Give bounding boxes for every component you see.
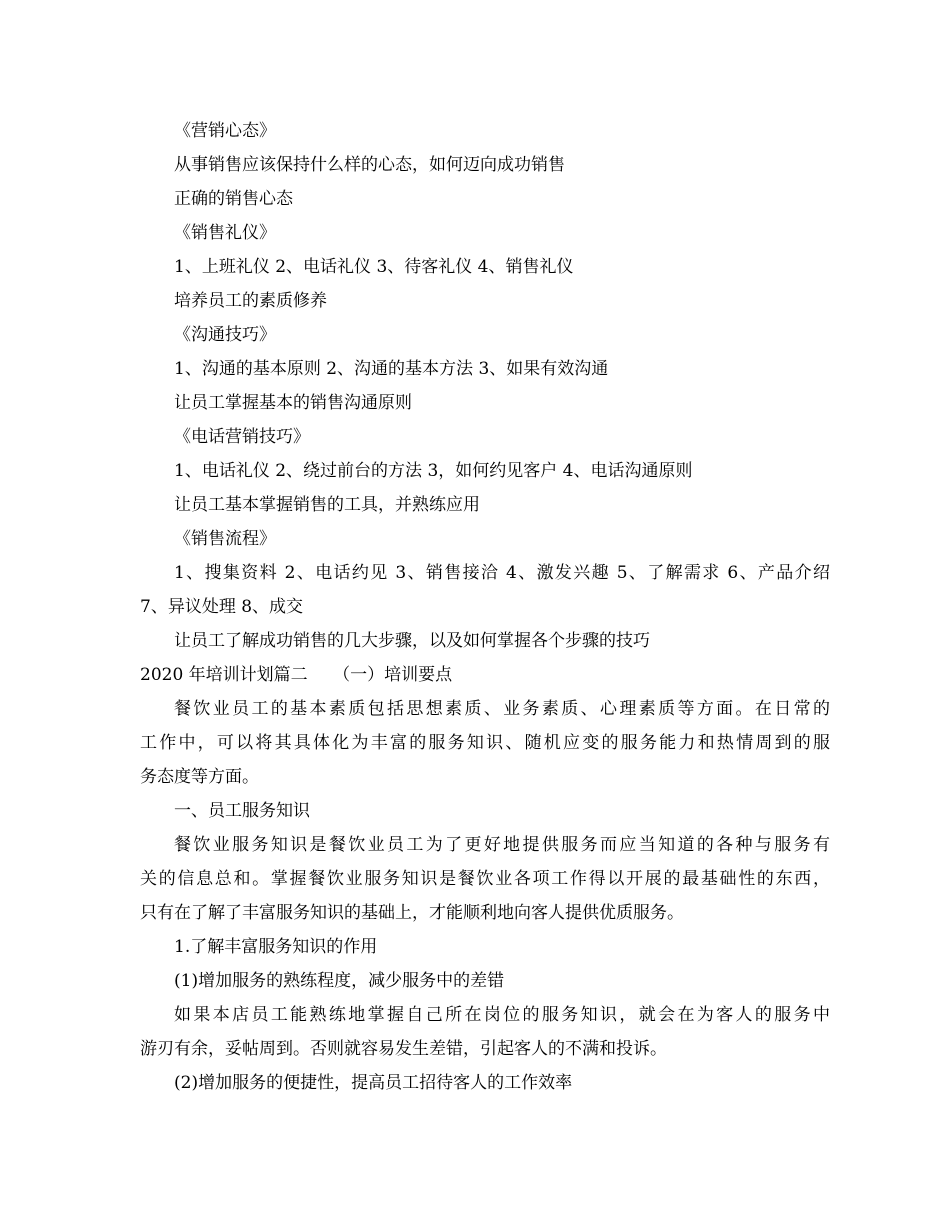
- paragraph-line: 1、沟通的基本原则 2、沟通的基本方法 3、如果有效沟通: [174, 359, 609, 379]
- list-item: (1)增加服务的熟练程度，减少服务中的差错: [174, 971, 505, 991]
- paragraph-line: 1、上班礼仪 2、电话礼仪 3、待客礼仪 4、销售礼仪: [174, 257, 574, 277]
- paragraph-line: 1、电话礼仪 2、绕过前台的方法 3，如何约见客户 4、电话沟通原则: [174, 461, 693, 481]
- paragraph-line: 7、异议处理 8、成交: [140, 597, 304, 617]
- paragraph-line: 从事销售应该保持什么样的心态，如何迈向成功销售: [174, 155, 565, 175]
- paragraph-line: 游刃有余，妥帖周到。否则就容易发生差错，引起客人的不满和投诉。: [140, 1039, 667, 1059]
- paragraph-line: 餐饮业员工的基本素质包括思想素质、业务素质、心理素质等方面。在日常的: [174, 699, 830, 719]
- paragraph-line: 让员工掌握基本的销售沟通原则: [174, 393, 412, 413]
- paragraph-line: 正确的销售心态: [174, 189, 293, 209]
- paragraph-line: 让员工了解成功销售的几大步骤，以及如何掌握各个步骤的技巧: [174, 631, 650, 651]
- paragraph-line: 工作中，可以将其具体化为丰富的服务知识、随机应变的服务能力和热情周到的服: [140, 733, 830, 753]
- list-item: (2)增加服务的便捷性，提高员工招待客人的工作效率: [174, 1073, 573, 1093]
- paragraph-line: 关的信息总和。掌握餐饮业服务知识是餐饮业各项工作得以开展的最基础性的东西，: [140, 869, 830, 889]
- heading-sales-etiquette: 《销售礼仪》: [174, 223, 276, 243]
- paragraph-line: 培养员工的素质修养: [174, 291, 327, 311]
- heading-communication-skills: 《沟通技巧》: [174, 325, 276, 345]
- heading-sales-process: 《销售流程》: [174, 529, 276, 549]
- heading-marketing-mindset: 《营销心态》: [174, 121, 276, 141]
- paragraph-line: 如果本店员工能熟练地掌握自己所在岗位的服务知识，就会在为客人的服务中: [174, 1005, 830, 1025]
- paragraph-line: 1、搜集资料 2、电话约见 3、销售接洽 4、激发兴趣 5、了解需求 6、产品介绍: [174, 563, 830, 583]
- section-heading-plan-two: 2020 年培训计划篇二 （一）培训要点: [140, 665, 453, 685]
- paragraph-line: 餐饮业服务知识是餐饮业员工为了更好地提供服务而应当知道的各种与服务有: [174, 835, 830, 855]
- paragraph-line: 务态度等方面。: [140, 767, 259, 787]
- heading-telemarketing-skills: 《电话营销技巧》: [174, 427, 310, 447]
- subheading-service-knowledge: 一、员工服务知识: [174, 801, 310, 821]
- paragraph-line: 让员工基本掌握销售的工具，并熟练应用: [174, 495, 480, 515]
- paragraph-line: 只有在了解了丰富服务知识的基础上，才能顺利地向客人提供优质服务。: [140, 903, 684, 923]
- subheading-knowledge-role: 1.了解丰富服务知识的作用: [174, 937, 378, 957]
